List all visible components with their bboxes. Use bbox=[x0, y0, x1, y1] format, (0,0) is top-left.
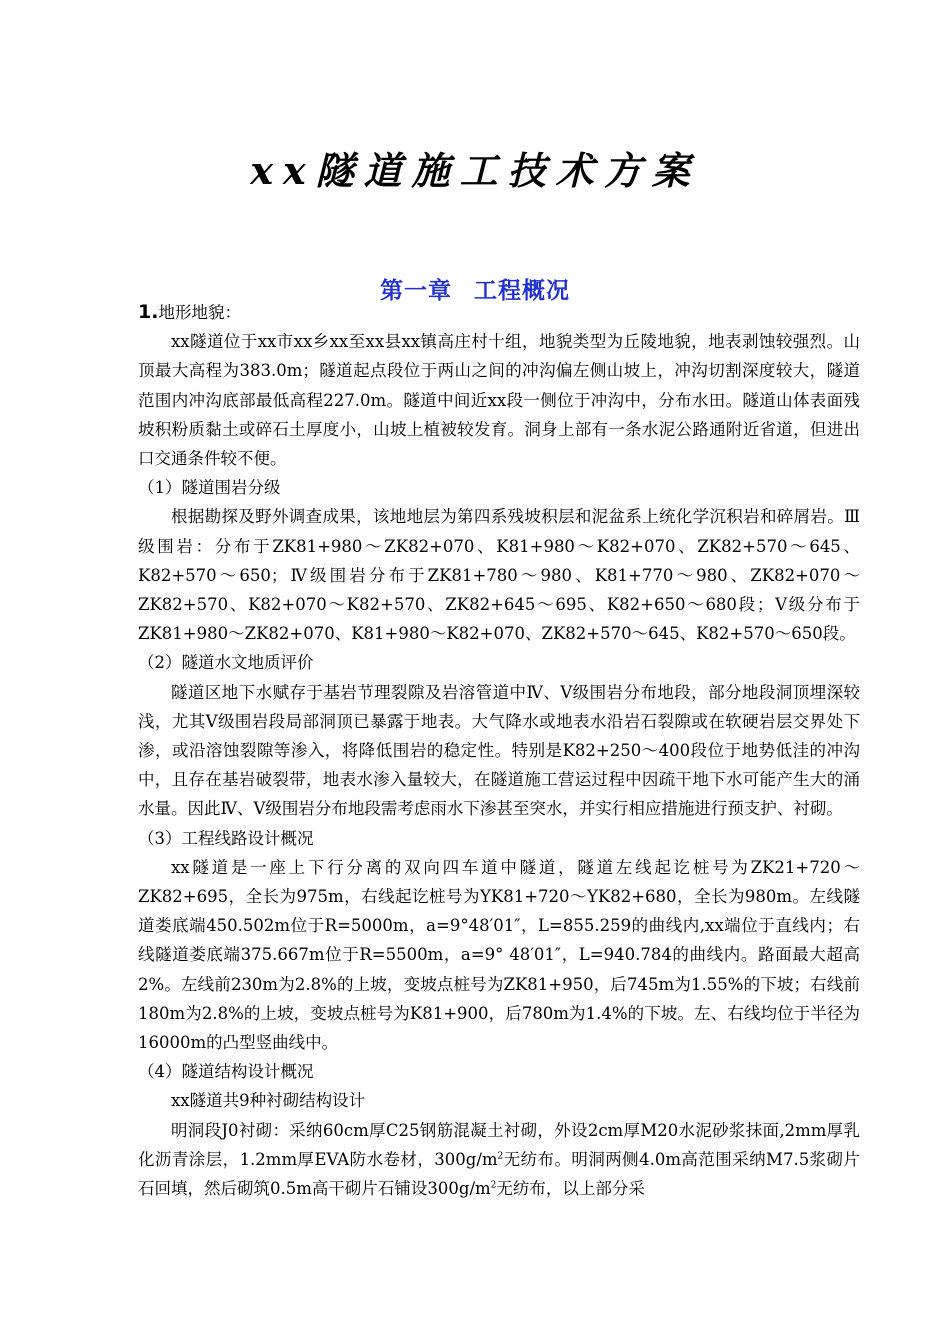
text-run: 无纺布，以上部分采 bbox=[496, 1179, 645, 1199]
subheading-structure-design: （4）隧道结构设计概况 bbox=[138, 1062, 314, 1082]
document-title: xx隧道施工技术方案 bbox=[250, 148, 700, 193]
paragraph-lining-count: xx隧道共9种衬砌结构设计 bbox=[171, 1091, 366, 1111]
text-run: 明洞段J0衬砌：采纳60cm厚C25钢筋混凝土衬砌，外设2cm厚M20水泥砂浆抹面,2mm厚乳化沥青涂层，1.2mm厚EVA防水卷材，300g/m bbox=[138, 1120, 860, 1169]
text-run: 无纺布。明洞两侧4.0m高范围采纳M7.5浆砌片石回填，然后砌筑0.5m高干砌片石铺设300g/m bbox=[138, 1149, 860, 1199]
superscript: 2 bbox=[490, 1180, 497, 1191]
paragraph-terrain: xx隧道位于xx市xx乡xx至xx县xx镇高庄村十组，地貌类型为丘陵地貌，地表剥蚀较强烈。山顶最大高程为383.0m；隧道起点段位于两山之间的冲沟偏左侧山坡上，冲沟切割深度较大，隧道范围内冲沟底部最低高程227.0m。隧道中间近xx段一侧位于冲沟中，分布水田。隧道山体表面残坡积粉质黏土或碎石土厚度小，山坡上植被较发育。洞身上部有一条水泥公路通附近省道，但进出口交通条件较不便。 bbox=[138, 332, 860, 469]
document-body bbox=[138, 298, 860, 1203]
paragraph-open-cut-lining bbox=[138, 1116, 860, 1204]
section-title: 地形地貌： bbox=[158, 303, 241, 322]
superscript: 2 bbox=[497, 1151, 504, 1162]
subheading-rock-grading: （1）隧道围岩分级 bbox=[138, 478, 281, 498]
chapter-number: 第一章 bbox=[380, 278, 452, 304]
section-heading bbox=[138, 298, 860, 327]
paragraph-hydrogeology: 隧道区地下水赋存于基岩节理裂隙及岩溶管道中Ⅳ、Ⅴ级围岩分布地段，部分地段洞顶埋深较浅，尤其Ⅴ级围岩段局部洞顶已暴露于地表。大气降水或地表水沿岩石裂隙或在软硬岩层交界处下渗，或沿溶蚀裂隙等渗入，将降低围岩的稳定性。特别是K82+250～400段位于地势低洼的冲沟中，且存在基岩破裂带，地表水渗入量较大，在隧道施工营运过程中因疏干地下水可能产生大的涌水量。因此Ⅳ、Ⅴ级围岩分布地段需考虑雨水下渗甚至突水，并实行相应措施进行预支护、衬砌。 bbox=[138, 682, 860, 819]
subheading-route-design: （3）工程线路设计概况 bbox=[138, 828, 314, 848]
subheading-hydrogeology: （2）隧道水文地质评价 bbox=[138, 653, 314, 673]
section-number: 1. bbox=[138, 301, 159, 323]
paragraph-route-design: xx隧道是一座上下行分离的双向四车道中隧道，隧道左线起讫桩号为ZK21+720～ZK82+695，全长为975m，右线起讫桩号为YK81+720～YK82+680，全长为980m。左线隧道娄底端450.502m位于R=5000m，a=9°48′01″，L=855.259的曲线内,xx端位于直线内；右线隧道娄底端375.667m位于R=5500m，a=9° 48′01″，L=940.784的曲线内。路面最大超高2%。左线前230m为2.8%的上坡，变坡点桩号为ZK81+950，后745m为1.55%的下坡；右线前180m为2.8%的上坡，变坡点桩号为K81+900，后780m为1.4%的下坡。左、右线均位于半径为16000m的凸型竖曲线中。 bbox=[138, 857, 860, 1053]
chapter-title: 工程概况 bbox=[474, 278, 570, 304]
paragraph-rock-grading: 根据勘探及野外调查成果，该地地层为第四系残坡积层和泥盆系上统化学沉积岩和碎屑岩。Ⅲ级围岩：分布于ZK81+980～ZK82+070、K81+980～K82+070、ZK82+570～645、K82+570～650；Ⅳ级围岩分布于ZK81+780～980、K81+770～980、ZK82+070～ZK82+570、K82+070～K82+570、ZK82+645～695、K82+650～680段；Ⅴ级分布于ZK81+980～ZK82+070、K81+980～K82+070、ZK82+570～645、K82+570～650段。 bbox=[138, 507, 860, 644]
